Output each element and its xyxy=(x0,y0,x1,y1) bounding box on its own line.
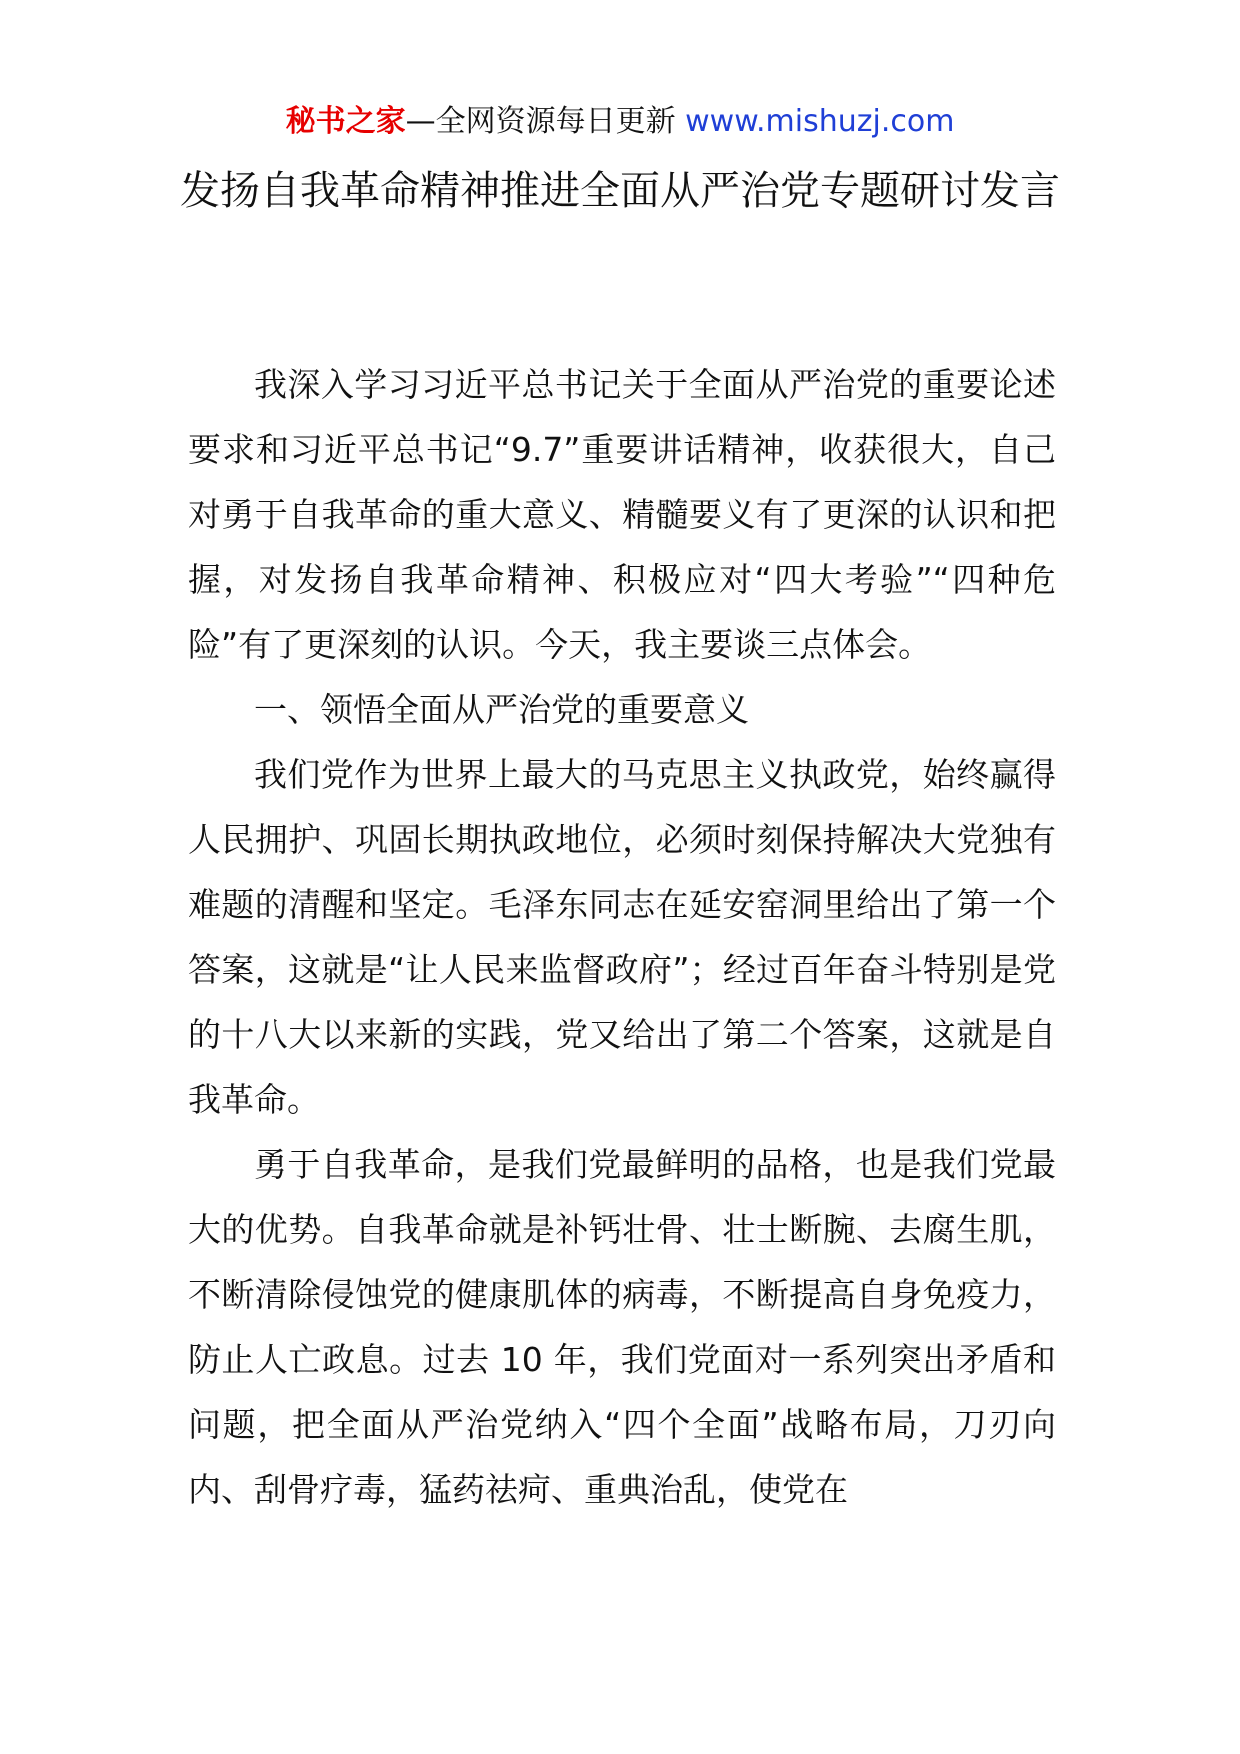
section-heading: 一、领悟全面从严治党的重要意义 xyxy=(254,690,749,729)
brand-tagline: —全网资源每日更新 xyxy=(405,104,686,139)
site-url-link[interactable]: www.mishuzj.com xyxy=(685,104,955,139)
brand-name: 秘书之家 xyxy=(285,104,406,139)
paragraph: 勇于自我革命，是我们党最鲜明的品格，也是我们党最大的优势。自我革命就是补钙壮骨、壮士断腕、去腐生肌，不断清除侵蚀党的健康肌体的病毒，不断提高自身免疫力，防止人亡政息。过去 10 年，我们党面对一系列突出矛盾和问题，把全面从严治党纳入“四个全面”战略布局，刀刃向内、刮骨疗毒，猛药祛疴、重典治乱，使党在 xyxy=(188,1145,1056,1509)
paragraph: 我们党作为世界上最大的马克思主义执政党，始终赢得人民拥护、巩固长期执政地位，必须时刻保持解决大党独有难题的清醒和坚定。毛泽东同志在延安窑洞里给出了第一个答案，这就是“让人民来监督政府”；经过百年奋斗特别是党的十八大以来新的实践，党又给出了第二个答案，这就是自我革命。 xyxy=(188,755,1056,1119)
site-header xyxy=(0,100,1240,144)
paragraph: 我深入学习习近平总书记关于全面从严治党的重要论述要求和习近平总书记“9.7”重要讲话精神，收获很大，自己对勇于自我革命的重大意义、精髓要义有了更深的认识和把握，对发扬自我革命精神、积极应对“四大考验”“四种危险”有了更深刻的认识。今天，我主要谈三点体会。 xyxy=(188,365,1056,664)
document-title: 发扬自我革命精神推进全面从严治党专题研讨发言 xyxy=(180,168,1060,214)
document-body xyxy=(188,352,1056,1522)
